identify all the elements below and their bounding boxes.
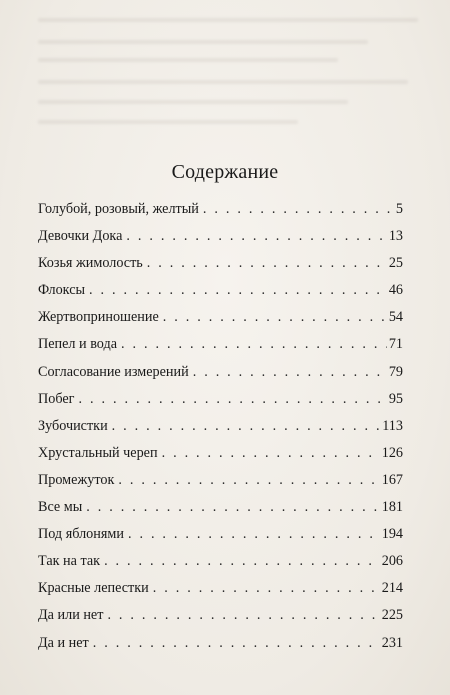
toc-entry[interactable] <box>38 255 403 282</box>
toc-entry-title: Все мы <box>38 499 83 516</box>
table-of-contents <box>38 201 403 662</box>
toc-entry[interactable] <box>38 418 403 445</box>
toc-entry[interactable] <box>38 635 403 662</box>
dot-leader <box>193 364 387 381</box>
toc-entry-page: 71 <box>388 336 403 353</box>
dot-leader <box>93 635 380 652</box>
show-through-line <box>38 120 298 124</box>
toc-entry-title: Флоксы <box>38 282 86 299</box>
toc-entry-title: Так на так <box>38 553 101 570</box>
toc-entry-page: 231 <box>381 634 403 651</box>
dot-leader <box>104 553 380 570</box>
dot-leader <box>153 580 380 597</box>
toc-entry[interactable] <box>38 499 403 526</box>
toc-entry-page: 206 <box>381 553 403 570</box>
toc-entry-title: Хрустальный череп <box>38 444 158 461</box>
dot-leader <box>126 228 386 245</box>
toc-entry[interactable] <box>38 445 403 472</box>
dot-leader <box>203 201 394 218</box>
dot-leader <box>147 255 387 272</box>
dot-leader <box>89 282 387 299</box>
toc-entry[interactable] <box>38 364 403 391</box>
toc-entry[interactable] <box>38 472 403 499</box>
dot-leader <box>118 472 379 489</box>
show-through-line <box>38 80 408 84</box>
show-through-line <box>38 18 418 22</box>
dot-leader <box>128 526 380 543</box>
toc-entry-page: 113 <box>382 417 403 434</box>
toc-entry-title: Девочки Дока <box>38 228 123 245</box>
toc-entry-title: Пепел и вода <box>38 336 118 353</box>
dot-leader <box>162 445 380 462</box>
dot-leader <box>121 336 387 353</box>
dot-leader <box>79 391 387 408</box>
toc-entry-title: Жертвоприношение <box>38 309 159 326</box>
toc-entry-page: 46 <box>388 282 403 299</box>
toc-entry-page: 194 <box>381 526 403 543</box>
page-title: Содержание <box>171 161 279 183</box>
toc-entry[interactable] <box>38 201 403 228</box>
toc-entry[interactable] <box>38 309 403 336</box>
toc-entry-title: Козья жимолость <box>38 255 143 272</box>
toc-entry-page: 5 <box>395 201 403 217</box>
toc-entry-page: 126 <box>381 444 403 461</box>
toc-entry-title: Промежуток <box>38 471 115 488</box>
toc-entry[interactable] <box>38 391 403 418</box>
toc-entry-title: Красные лепестки <box>38 580 149 597</box>
toc-entry[interactable] <box>38 526 403 553</box>
toc-entry-title: Да или нет <box>38 607 104 624</box>
toc-entry-page: 25 <box>388 255 403 272</box>
show-through-line <box>38 58 338 62</box>
dot-leader <box>112 418 381 435</box>
dot-leader <box>107 607 379 624</box>
toc-entry[interactable] <box>38 282 403 309</box>
show-through-line <box>38 40 368 44</box>
toc-entry-page: 13 <box>388 228 403 245</box>
toc-entry-page: 54 <box>388 309 403 326</box>
toc-entry-title: Согласование измерений <box>38 363 189 380</box>
toc-entry-title: Голубой, розовый, желтый <box>38 201 199 217</box>
toc-entry-page: 167 <box>381 471 403 488</box>
toc-entry-title: Да и нет <box>38 634 89 651</box>
dot-leader <box>86 499 379 516</box>
toc-entry[interactable] <box>38 553 403 580</box>
toc-entry-title: Побег <box>38 390 75 407</box>
toc-entry-page: 181 <box>381 499 403 516</box>
toc-entry[interactable] <box>38 607 403 634</box>
toc-entry-title: Под яблонями <box>38 526 124 543</box>
toc-entry[interactable] <box>38 228 403 255</box>
toc-entry-page: 95 <box>388 390 403 407</box>
toc-entry-title: Зубочистки <box>38 417 108 434</box>
toc-entry[interactable] <box>38 336 403 363</box>
toc-entry[interactable] <box>38 580 403 607</box>
dot-leader <box>163 309 387 326</box>
toc-entry-page: 214 <box>381 580 403 597</box>
toc-entry-page: 225 <box>381 607 403 624</box>
toc-entry-page: 79 <box>388 363 403 380</box>
show-through-line <box>38 100 348 104</box>
